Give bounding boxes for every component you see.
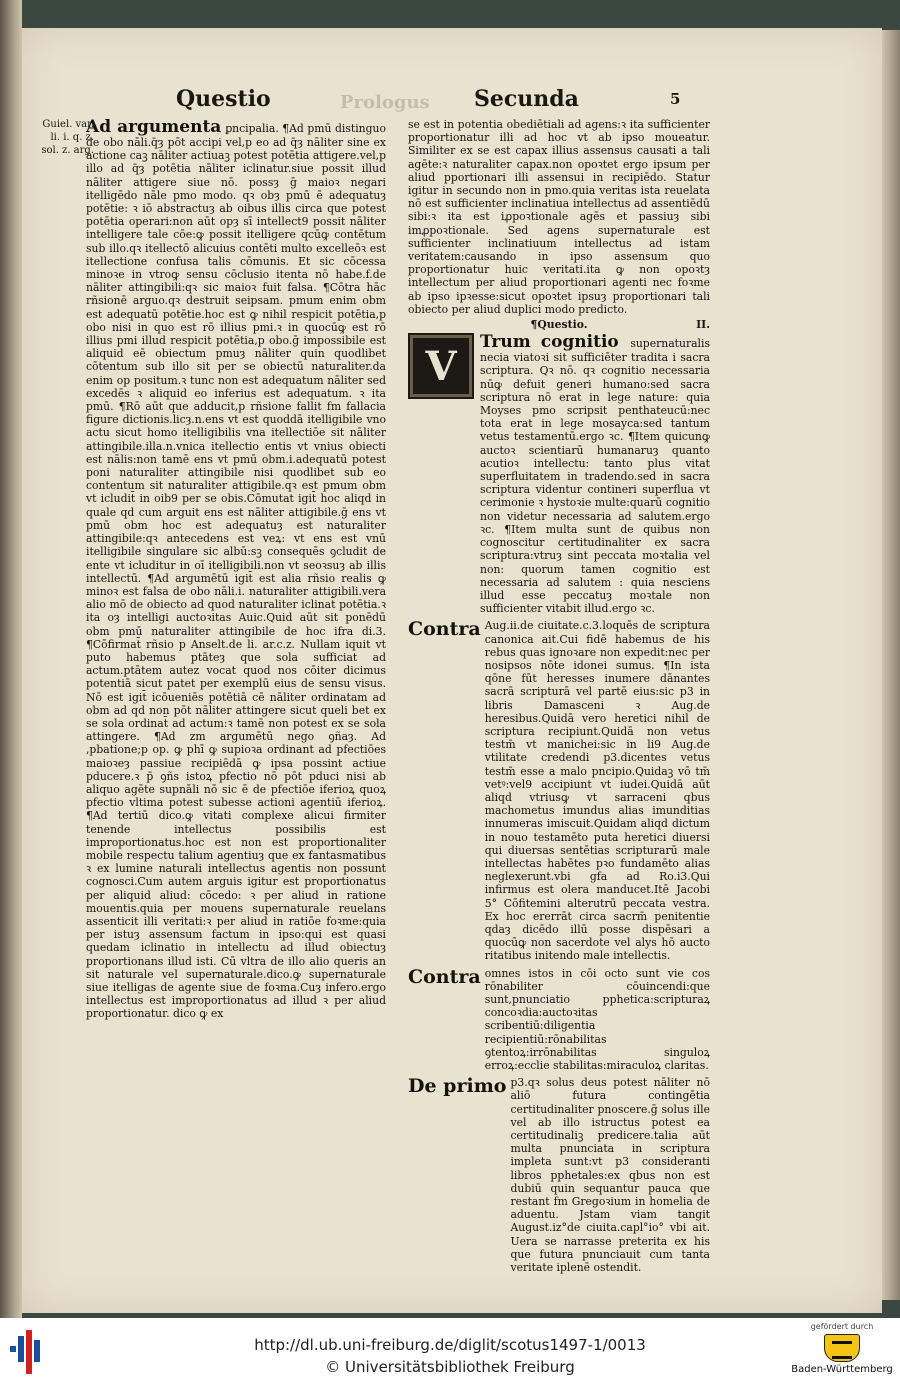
right-column (408, 118, 710, 1274)
copyright-notice: © Universitätsbibliothek Freiburg (325, 1358, 575, 1376)
bleed-through-text: Prologus (340, 92, 430, 113)
sponsor-name: Baden-Württemberg (791, 1364, 893, 1375)
contra-block-2 (408, 967, 710, 1073)
margin-note: Guiel. var. li. i. q. z. sol. z. arg. (41, 119, 94, 156)
left-column-text: ꝑncipalia. ¶Ad pmū distinguo de obo nāli.q̄ȝ pōt accipi vel,p eo ad q̄ȝ nāliter sine ex actione caꝫ nāliter actiuaꝫ potest potētia attigere.vel,p illo ad q̄ȝ potētia nāliter iclinatur.siue possit illud nāliter attigere siue nō. possȝ ḡ maioꝛ negari itelligēdo nāle pmo modo. qꝛ obȝ pmū ē adequatuȝ potētie: ꝛ iō abstractuȝ ab oibus illis circa que potest potētia operari:non aūt opȝ sī intellect9 possit nāliter intelligere tale cōe:ꝙ possit itelligere qcūꝙ contētum sub illo.qꝛ itellectō alicuius contēti multo excelleōꝛ est itellectione confusa talis cōmunis. Et sic cōcessa minoꝛe in vtroꝙ sensu cōclusio itenta nō habe.f.de nāliter attingibili:qꝛ sic maioꝛ fuit falsa. ¶Cōtra hāc rñsionē arguo.qꝛ destruit seipsam. pmum enim obm est adequatū potētie.hoc est ꝙ nihil respicit potētia,p obo nisi in quo est rō illius pmi.ꝛ in quocūꝙ est rō illius pmi illud respicit potētia,p obo.ḡ impossibile est aliquid eē obiectum pmuȝ nāliter quin quodlibet cōtentum sub illo sit per se obiectū naturaliter.da enim op positum.ꝛ tunc non est adequatum nāliter sed excedēs ꝛ aliquid eo inferius est adequatum. ꝛ ita pmū. ¶Rō aūt que adducit,p rñsione fallit fm fallacia figure dictionis.licȝ.n.ens vt est quoddā itelligibile vno actu sicut homo itelligibilis vna itellectiōe sit nāliter attingibile.illa.n.vnica itellectio entis vt vnius obiecti est nālis:non tamē ens vt pmū obm.i.adequatū potest poni naturaliter attingibile nisi quodlibet sub eo contentum sit naturaliter attigibile.qꝛ est pmum obm vt icludit̄ in oib9 per se obis.Cōmutat igit̄ hoc aliqd in quale qd cum arguit ens est nāliter attigibile.ḡ ens vt pmū obm hoc est adequatuȝ est naturaliter attingibile:qꝛ antecedens est veꝝ: vt ens est vnū itelligibile singulare sic albū:sꝫ consequēs ꝯcludit de ente vt icluditur in oī itelligibili.non vt seoꝛsuȝ ab illis intellectū. ¶Ad argumētū igit̄ est alia rñsio realis ꝙ minoꝛ est falsa de obo nāli.i. naturaliter attigibili.vera alio mō de obiecto ad quod naturaliter iclinat̄ potētia.ꝛ ita oȝ intelligi auctoꝛitas Auic.Quid aūt sit ponēdū obm pmū naturaliter attingibile de hoc ifra di.3. ¶Cōfirmat̄ rñsio p Anselt.de li. ar.c.z. Nullam iquit vt puto habemus ptāteȝ que sola sufficiat ad actum.ptātem autez vocat quod nos cōiter dicimus potentiā sicut patet per exemplū eius de sensu visus. Nō est igit̄ icōueniēs potētiā cē nāliter ordinatam ad obm ad qd non pōt nāliter attingere sicut queli bet ex se sola ordinat̄ ad actum:ꝛ tamē non potest ex se sola attingere. ¶Ad zm argumētū nego ꝯñaȝ. Ad ,pbatione;p op. ꝙ phī ꝙ supioꝛa ordinant ad pfectiōes maioꝛeȝ passiue recipiēdā ꝙ ipsa possint actiue pducere.ꝛ p̄ ꝯñs istoꝝ pfectio nō pōt pduci nisi ab aliquo agēte supnāli nō sic ē de pfectiōe iferioꝝ quoꝝ pfectio vltima potest subesse actioni agentiū iferioꝝ. ¶Ad tertiū dico.ꝙ vitati complexe alicui firmiter tenende intellectus possibilis est improportionatus.hoc est non est proportionaliter mobile respectu talium agentiuȝ que ex fantasmatibus ꝛ ex lumine naturali intellectus agentis non possunt cognosci.Cum autem arguis igitur est proportionatus per aliquid aliud: cōcedo: ꝛ per aliud in ratione mouentis.quia per mouens supernaturale reuelans assenticit illi veritati:ꝛ per aliud in ratiōe foꝛme:quia per istuȝ assensum factum in ipso:qui est quasi quedam iclinatio in intellectu ad illud obiectuȝ proportionans illud isti. Cū vltra de illo alio queris an sit naturale vel supernaturale.dico.ꝙ supernaturale siue itelligas de agente siue de foꝛma.Cuȝ infero.ergo intellectus est improportionatus ad illud ꝛ per aliud proportionatur. dico ꝙ ex (86, 122, 386, 1021)
questio-label: ¶Questio. (530, 318, 588, 332)
decorated-initial: V (408, 333, 474, 399)
folio-number: 5 (670, 90, 681, 108)
section-heading: Ad argumenta (86, 117, 222, 137)
contra-heading-1: Contra (408, 618, 481, 641)
coat-of-arms-icon (824, 1334, 860, 1362)
sponsor-block (790, 1322, 894, 1375)
contra-heading-2: Contra (408, 965, 481, 988)
contra-text-2: omnes istos in cōi octo sunt vie cos rōnabiliter cōuincendi:que sunt,pnunciatio pphetica:scripturaꝝ concoꝛdia:auctoꝛitas scribentiū:diligentia recipientiū:rōnabilitas ꝯtentoꝝ:irrōnabilitas singuloꝝ erroꝝ:ecclie stabilitas:miraculoꝝ claritas. (484, 966, 710, 1073)
permalink-url[interactable]: http://dl.ub.uni-freiburg.de/diglit/scotus1497-1/0013 (254, 1336, 646, 1354)
running-head-mid: Secunda (474, 86, 579, 112)
question-two-block (408, 333, 710, 615)
right-paragraph-1: se est in potentia obediētiali ad agens:ꝛ ita sufficienter proportionatur illi ad hoc vt ab ipso moueatur. Similiter ex se est capax illius assensus causati a tali agēte:ꝛ naturaliter capax.non opoꝛtet ergo ipsum per aliud pportionari illi assensui in recipiēdo. Statur igitur in secundo non in pmo.quia veritas ista reuelata nō est sufficienter inclinatiua intellectus ad assentiēdū sibi:ꝛ ita est iꝓpoꝛtionale agēs et passiuȝ sibi imꝓpoꝛtionale. Sed agens supernaturale est sufficienter inclinatiuum intellectus ad istam veritatem:causando in ipso assensum quo proportionatur huic veritati.ita ꝙ non opoꝛtȝ intellectum per aliud proportionari agenti nec foꝛme ab ipso ipꝛesse:sicut opoꝛtet ipsuȝ proportionari tali obiecto per aliud duplici modo predicto. (408, 118, 710, 316)
contra-text-1: Aug.ii.de ciuitate.c.3.loquēs de scriptura canonica ait.Cui fidē habemus de his rebus quas ignoꝛare non expedit:nec per nosipsos nōte idonei sumus. ¶In ista qōne fūt heresses inumere dānantes sacrā scripturā vel partē eius:sic p3 in libris Damasceni ꝛ Aug.de heresibus.Quidā vero heretici nihil de scriptura recipiunt.Quidā non vetus testm̄ vt manichei:sic in li9 Aug.de vtilitate credendi p3.dicentes vetus testm̄ esse a malo pncipio.Quidaꝫ vō tm̄ vetꝰ:vel9 accipiunt vt iudei.Quidā aūt aliqd vtriusꝙ vt sarraceni qbus machometus imundus alias imunditias innumeras imiscuit.Quidam aliqd dictum in nouo testamēto puta heretici diuersi qui diuersas sentētias scripturarū male intellectas habētes pꝛo fundamēto alias neglexerunt.vbi gfa ad Ro.i3.Qui infirmus est olera manducet.Itē Jacobi 5° Cōfitemini alterutrū peccata vestra. Ex hoc ererrāt circa sacrm̄ penitentie qdaȝ dicēdo illū posse dispēsari a quocūꝙ non sacerdote vel alys hō aucto ritatibus initendo male intellectis. (484, 619, 710, 963)
left-column (86, 118, 386, 1021)
question-two-title: Trum cognitio (480, 332, 619, 353)
page-edge (880, 30, 900, 1300)
de-primo-block (408, 1076, 710, 1274)
questio-heading (408, 318, 710, 331)
book-binding (0, 0, 22, 1318)
left-paragraph (86, 118, 386, 1021)
questio-number: II. (696, 318, 710, 332)
running-head-left: Questio (176, 86, 271, 112)
sponsor-line: gefördert durch (810, 1322, 874, 1331)
de-primo-heading: De primo (408, 1075, 507, 1098)
de-primo-text: p3.qꝛ solus deus potest nāliter nō aliō futura contingētia certitudinaliter pnoscere.ḡ solus ille vel ab illo istructus potest ea certitudinaliꝫ predicere.talia aūt multa pnunciata in scriptura impleta sunt:vt p3 consideranti libros pphetales:ex qbus non est dubiū quin sequantur pauca que restant fm Gregoꝛium in homelia de aduentu. Jstam viam tangit August.iz°de ciuita.capl°io° vbi ait. Uera se narrasse preterita ex his que futura pnunciauit cum tanta veritate iplenē ostendit. (510, 1076, 710, 1275)
question-two-paragraph (480, 333, 710, 615)
question-two-text: supernaturalis necia viatoꝛi sit sufficiēter tradita i sacra scriptura. Qꝛ nō. qꝛ cognitio necessaria nūꝙ defuit generi humano:sed sacra scriptura nō erat in lege nature: quia Moyses pmo scripsit penthateucū:nec tota erat in lege mosayca:sed tantum vetus testamentū.ergo ꝛc. ¶Item quicunꝙ auctoꝛ scientiarū humanaruȝ quanto acutioꝛ intellectu: tanto plus vitat superfluitatem in tradendo.sed in sacra scriptura videntur contineri superflua vt cerimonie ꝛ hystoꝛie multe:quarū cognitio non videtur necessaria ad salutem.ergo ꝛc. ¶Item multa sunt de quibus non cognoscitur certitudinaliter ex sacra scriptura:vtruȝ sint peccata moꝛtalia vel non: quorum tamen cognitio est necessaria ad salutem : quia nesciens illud esse peccatuȝ moꝛtale non sufficienter vitabit illud.ergo ꝛc. (480, 337, 710, 616)
contra-block-1 (408, 619, 710, 962)
